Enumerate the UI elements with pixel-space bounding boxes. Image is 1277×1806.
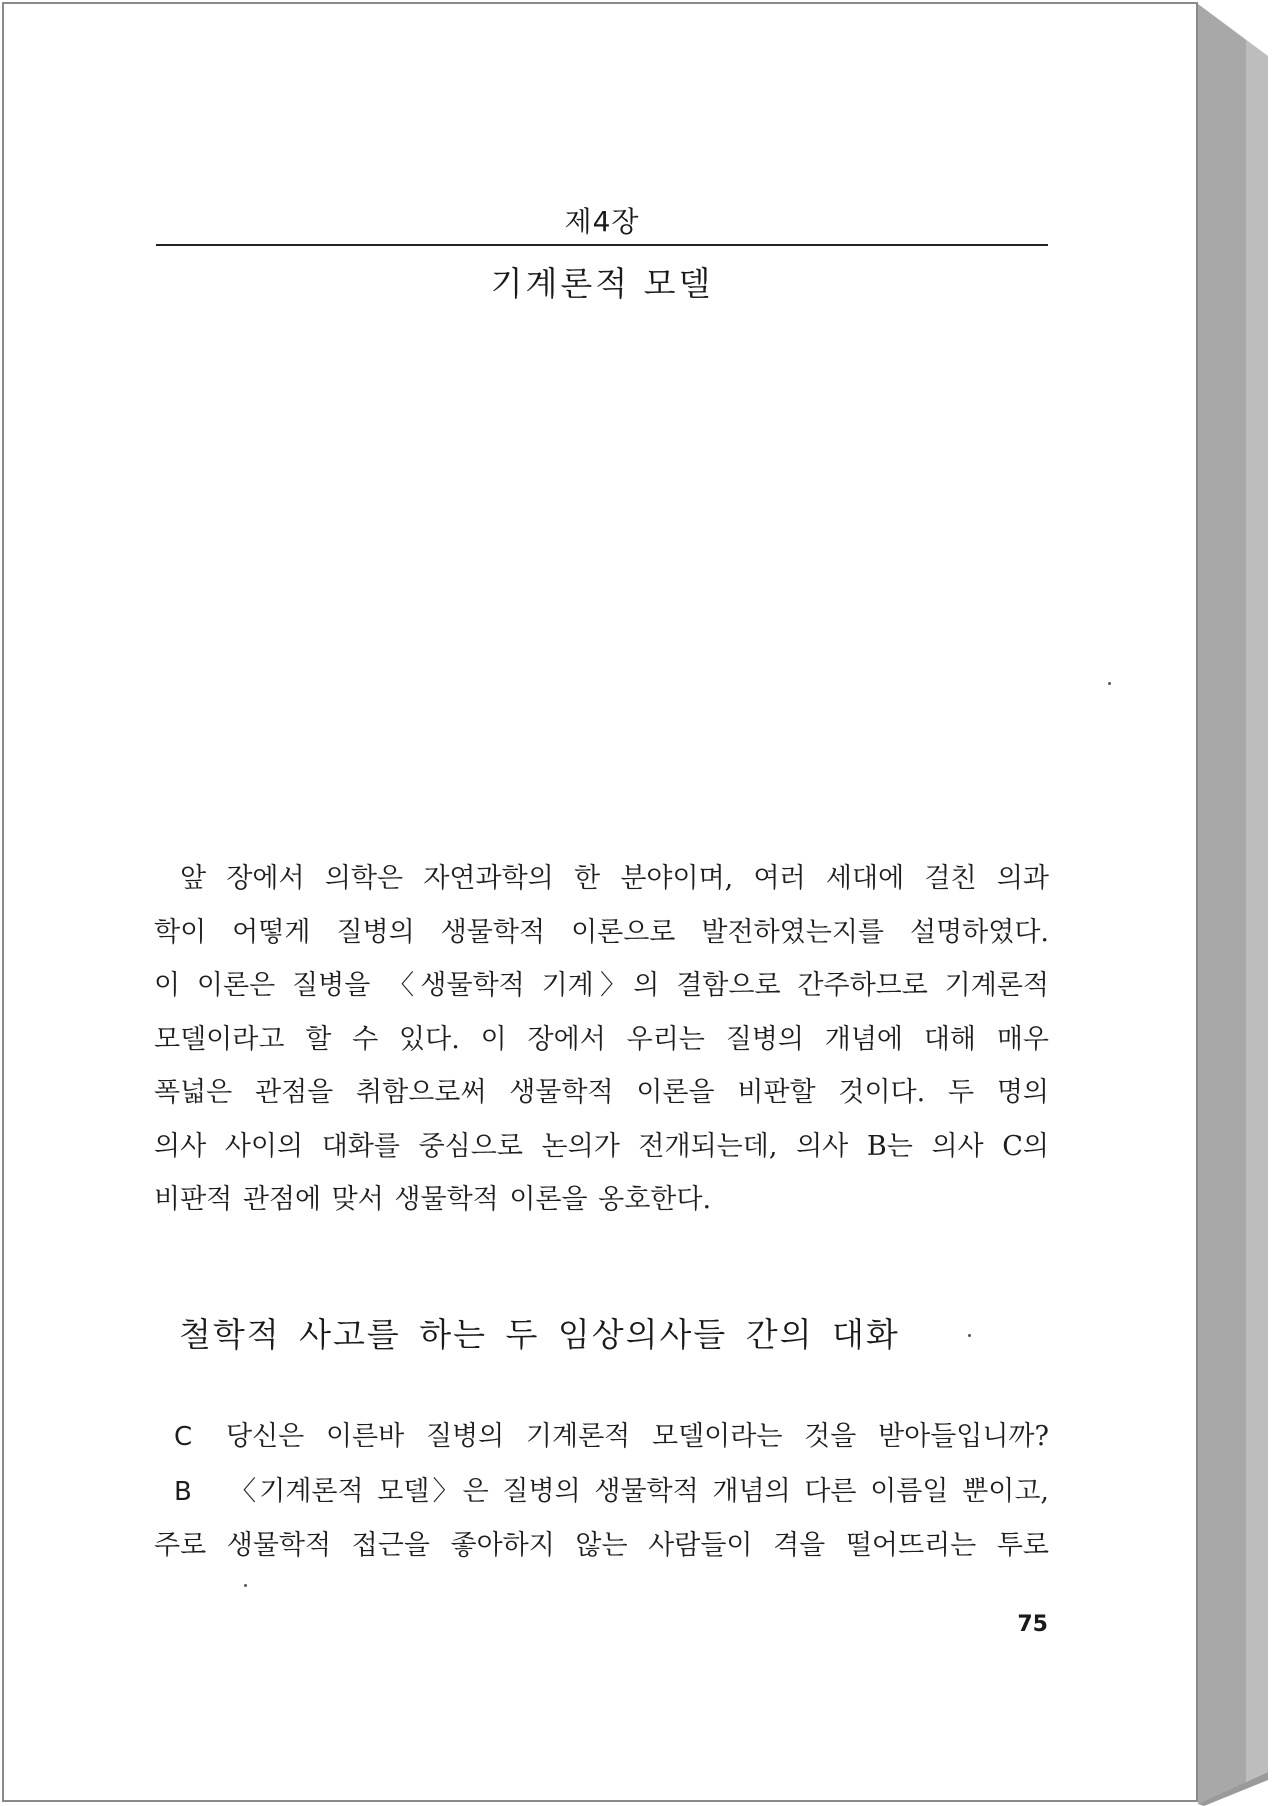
- text-line: 의사 사이의 대화를 중심으로 논의가 전개되는데, 의사 B는 의사 C의: [154, 1130, 1049, 1162]
- text-line: 모델이라고 할 수 있다. 이 장에서 우리는 질병의 개념에 대해 매우: [154, 1023, 1049, 1055]
- text-line: 폭넓은 관점을 취함으로써 생물학적 이론을 비판할 것이다. 두 명의: [154, 1077, 1049, 1108]
- dialogue-line: 주로 생물학적 접근을 좋아하지 않는 사람들이 격을 떨어뜨리는 투로: [154, 1530, 1049, 1561]
- dialogue-line: [154, 1410, 1049, 1465]
- text-line: 비판적 관점에 맞서 생물학적 이론을 옹호한다.: [154, 1184, 712, 1215]
- book-page: [2, 2, 1198, 1802]
- page-number: 75: [1017, 1612, 1048, 1637]
- speaker-label: B: [174, 1476, 192, 1507]
- text-line: 학이 어떻게 질병의 생물학적 이론으로 발전하였는지를 설명하였다.: [154, 916, 1049, 948]
- scan-speck: [1108, 682, 1111, 685]
- dialogue: [154, 1410, 1049, 1573]
- dialogue-text: 당신은 이른바 질병의 기계론적 모델이라는 것을 받아들입니까?: [226, 1421, 1049, 1452]
- dialogue-line: [154, 1465, 1049, 1520]
- chapter-divider: [156, 244, 1048, 246]
- intro-paragraph: [154, 852, 1049, 1227]
- speaker-label: C: [174, 1422, 193, 1452]
- dialogue-text: 〈기계론적 모델〉은 질병의 생물학적 개념의 다른 이름일 뿐이고,: [226, 1475, 1049, 1507]
- scan-speck: [244, 1584, 247, 1587]
- text-line: 이 이론은 질병을 〈생물학적 기계〉의 결함으로 간주하므로 기계론적: [154, 970, 1049, 1001]
- chapter-title: 기계론적 모델: [490, 264, 714, 303]
- section-heading: 철학적 사고를 하는 두 임상의사들 간의 대화: [179, 1315, 900, 1354]
- scan-speck: [968, 1334, 971, 1337]
- text-line: 앞 장에서 의학은 자연과학의 한 분야이며, 여러 세대에 걸친 의과: [180, 863, 1049, 894]
- chapter-number: 제4장: [564, 205, 640, 238]
